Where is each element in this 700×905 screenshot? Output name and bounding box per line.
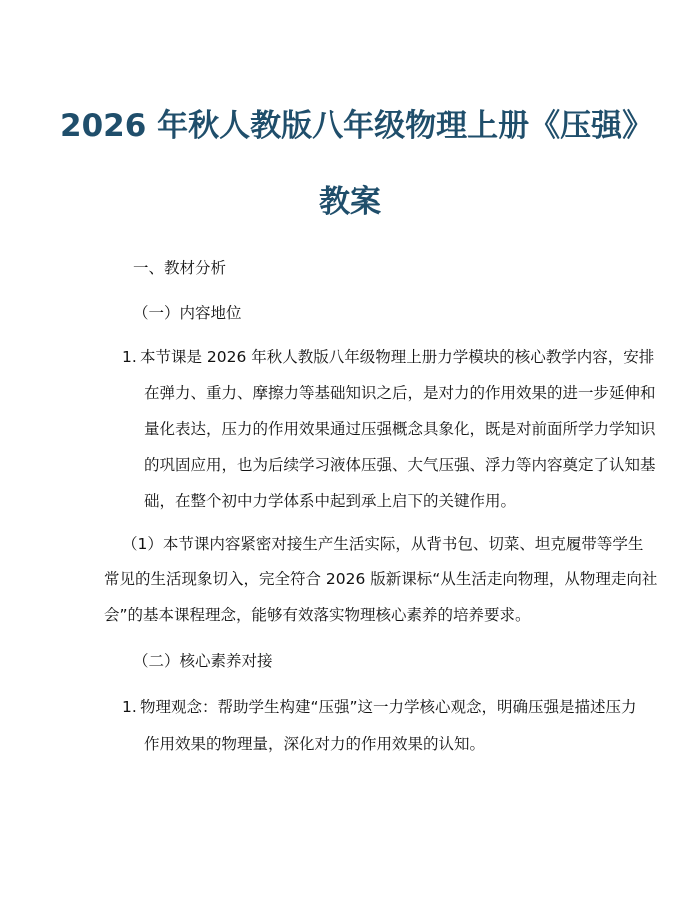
list-item-1-line-3: 量化表达，压力的作用效果通过压强概念具象化，既是对前面所学力学知识 [144, 420, 656, 438]
subsection-heading-content-position: （一）内容地位 [133, 304, 242, 322]
list-item-1-line-2: 在弹力、重力、摩擦力等基础知识之后，是对力的作用效果的进一步延伸和 [144, 384, 656, 402]
list-number: 1. [122, 698, 137, 716]
document-title-line-1: 2026 年秋人教版八年级物理上册《压强》 [60, 108, 654, 144]
list-item-2-line-1: 物理观念：帮助学生构建“压强”这一力学核心观念，明确压强是描述压力 [140, 698, 637, 716]
list-number: 1. [122, 348, 137, 366]
section-heading-teaching-material-analysis: 一、教材分析 [133, 259, 227, 277]
paragraph-1-line-1: （1）本节课内容紧密对接生产生活实际，从背书包、切菜、坦克履带等学生 [122, 535, 644, 553]
paragraph-1-line-2: 常见的生活现象切入，完全符合 2026 版新课标“从生活走向物理，从物理走向社 [104, 570, 658, 588]
paragraph-1-line-3: 会”的基本课程理念，能够有效落实物理核心素养的培养要求。 [104, 606, 531, 624]
list-item-1-line-1: 本节课是 2026 年秋人教版八年级物理上册力学模块的核心教学内容，安排 [140, 348, 655, 366]
subsection-heading-core-literacy: （二）核心素养对接 [133, 652, 273, 670]
list-item-2-line-2: 作用效果的物理量，深化对力的作用效果的认知。 [144, 735, 486, 753]
list-item-1-line-4: 的巩固应用，也为后续学习液体压强、大气压强、浮力等内容奠定了认知基 [144, 456, 656, 474]
document-title-line-2: 教案 [319, 184, 381, 220]
list-item-1-line-5: 础，在整个初中力学体系中起到承上启下的关键作用。 [144, 492, 517, 510]
